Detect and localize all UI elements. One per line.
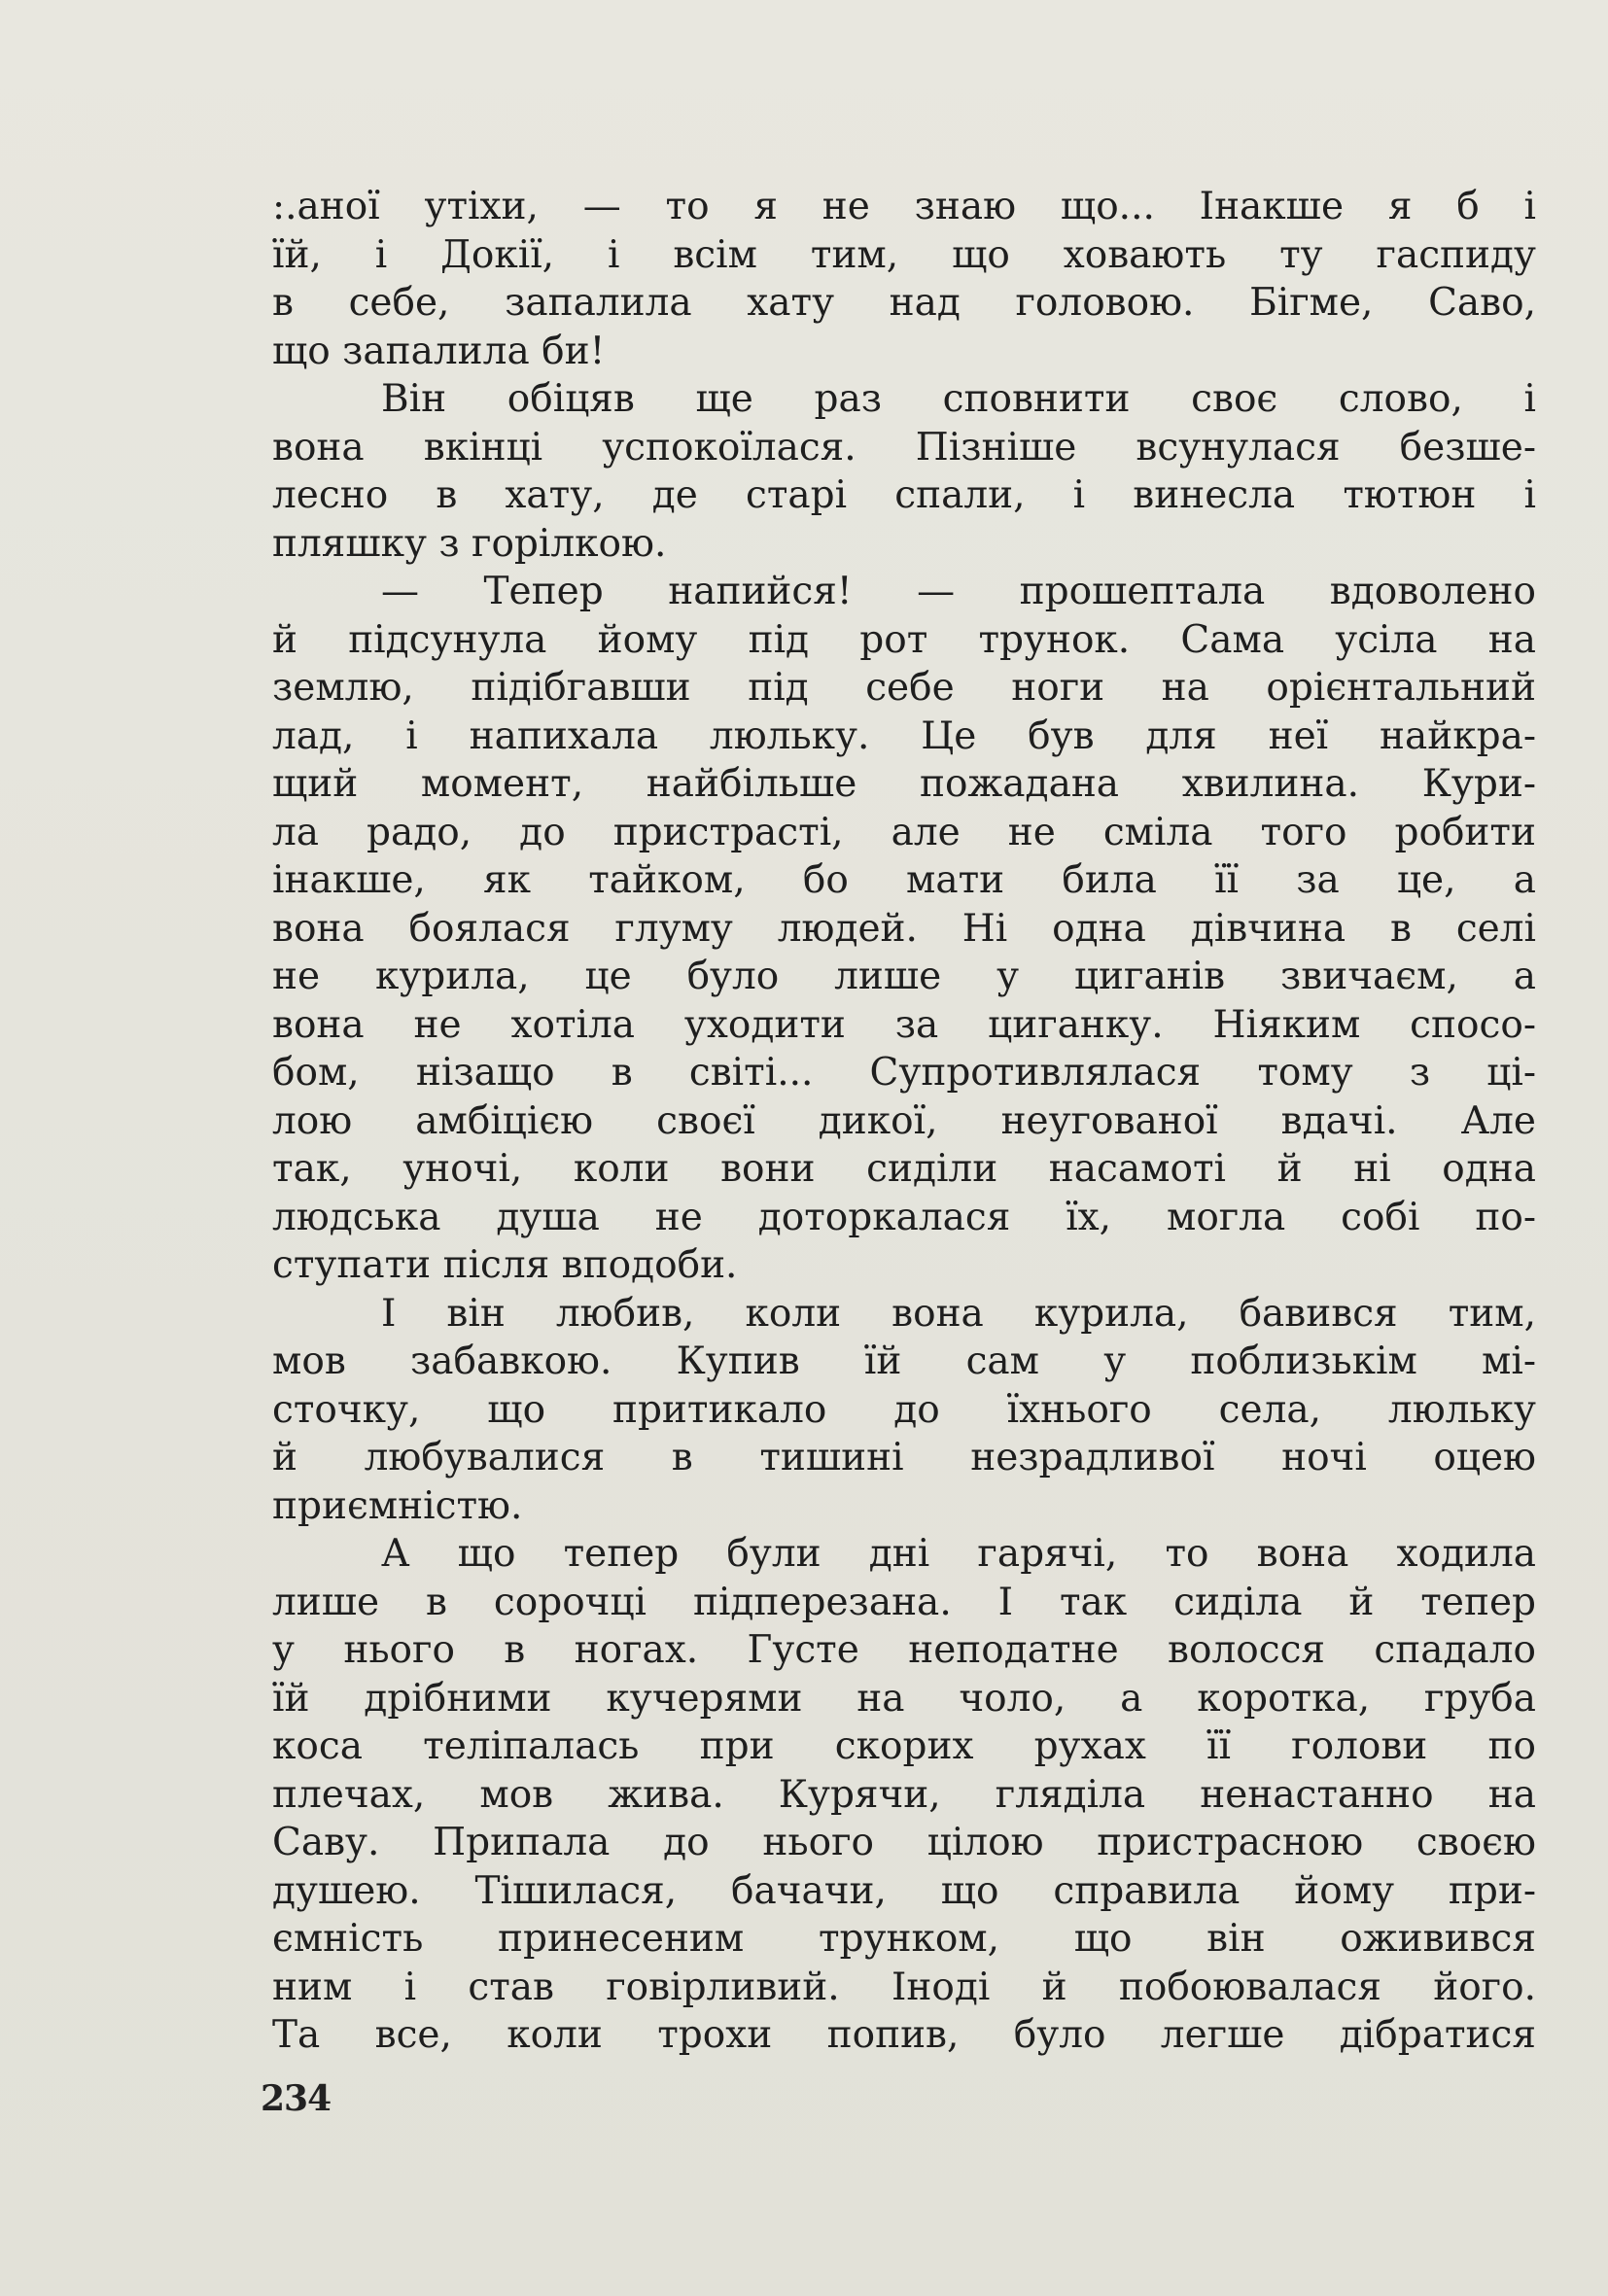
text-line: сточку, що притикало до їхнього села, люльку — [272, 1387, 1536, 1432]
text-line: їй, і Докії, і всім тим, що ховають ту гаспиду — [272, 232, 1536, 277]
text-line: вона боялася глуму людей. Ні одна дівчина в селі — [272, 906, 1536, 951]
text-line: й підсунула йому під рот трунок. Сама усіла на — [272, 617, 1536, 662]
text-line: не курила, це було лише у циганів звичаєм, а — [272, 955, 1536, 998]
text-line: лад, і напихала люльку. Це був для неї найкра- — [272, 713, 1536, 758]
text-line: що запалила би! — [272, 329, 606, 373]
paragraph-start-line: А що тепер були дні гарячі, то вона ходила — [381, 1532, 1536, 1576]
text-line: Та все, коли трохи попив, було легше дібратися — [272, 2013, 1536, 2057]
text-line: ємність принесеним трунком, що він оживився — [272, 1917, 1536, 1961]
page-number: 234 — [261, 2078, 332, 2119]
body-text — [272, 183, 1536, 2060]
text-line: ступати після вподоби. — [272, 1243, 738, 1287]
text-line: лише в сорочці підперезана. І так сиділа й тепер — [272, 1580, 1536, 1624]
text-line: людська душа не доторкалася їх, могла собі по- — [272, 1195, 1536, 1239]
text-line: лою амбіцією своєї дикої, неугованої вдачі. Але — [272, 1098, 1536, 1143]
text-line: коса теліпалась при скорих рухах її голови по — [272, 1724, 1536, 1768]
text-line: у нього в ногах. Густе неподатне волосся спадало — [272, 1628, 1536, 1672]
text-line: ла радо, до пристрасті, але не сміла того робити — [272, 810, 1536, 854]
paragraph-start-line: Він обіцяв ще раз сповнити своє слово, і — [381, 377, 1536, 421]
text-line: приємністю. — [272, 1483, 523, 1528]
text-line: й любувалися в тишині незрадливої ночі оцею — [272, 1436, 1536, 1479]
text-line: так, уночі, коли вони сиділи насамоті й ні одна — [272, 1147, 1536, 1191]
text-line: лесно в хату, де старі спали, і винесла тютюн і — [272, 473, 1536, 517]
text-line: душею. Тішилася, бачачи, що справила йому при- — [272, 1868, 1536, 1913]
text-line: їй дрібними кучерями на чоло, а коротка, груба — [272, 1676, 1536, 1721]
text-line: вона не хотіла уходити за циганку. Ніяким спосо- — [272, 1002, 1536, 1047]
text-line: ним і став говірливий. Іноді й побоювалася його. — [272, 1965, 1536, 2009]
text-line: :.аної утіхи, — то я не знаю що... Інакше я б і — [272, 185, 1536, 228]
text-line: землю, підібгавши під себе ноги на орієнтальний — [272, 666, 1536, 710]
text-line: бом, нізащо в світі... Супротивлялася тому з ці- — [272, 1051, 1536, 1095]
text-line: Саву. Припала до нього цілою пристрасною своєю — [272, 1821, 1536, 1864]
text-line: мов забавкою. Купив їй сам у поблизькім мі- — [272, 1339, 1536, 1383]
paragraph-start-line: — Тепер напийся! — прошептала вдоволено — [381, 570, 1536, 613]
text-line: в себе, запалила хату над головою. Бігме, Саво, — [272, 281, 1536, 325]
text-line: пляшку з горілкою. — [272, 521, 667, 566]
paragraph-start-line: І він любив, коли вона курила, бавився тим, — [381, 1291, 1536, 1336]
text-line: вона вкінці успокоїлася. Пізніше всунулася безше- — [272, 425, 1536, 470]
text-line: інакше, як тайком, бо мати била її за це, а — [272, 858, 1536, 902]
text-line: плечах, мов жива. Курячи, гляділа ненастанно на — [272, 1772, 1536, 1817]
text-line: щий момент, найбільше пожадана хвилина. Кури- — [272, 762, 1536, 806]
